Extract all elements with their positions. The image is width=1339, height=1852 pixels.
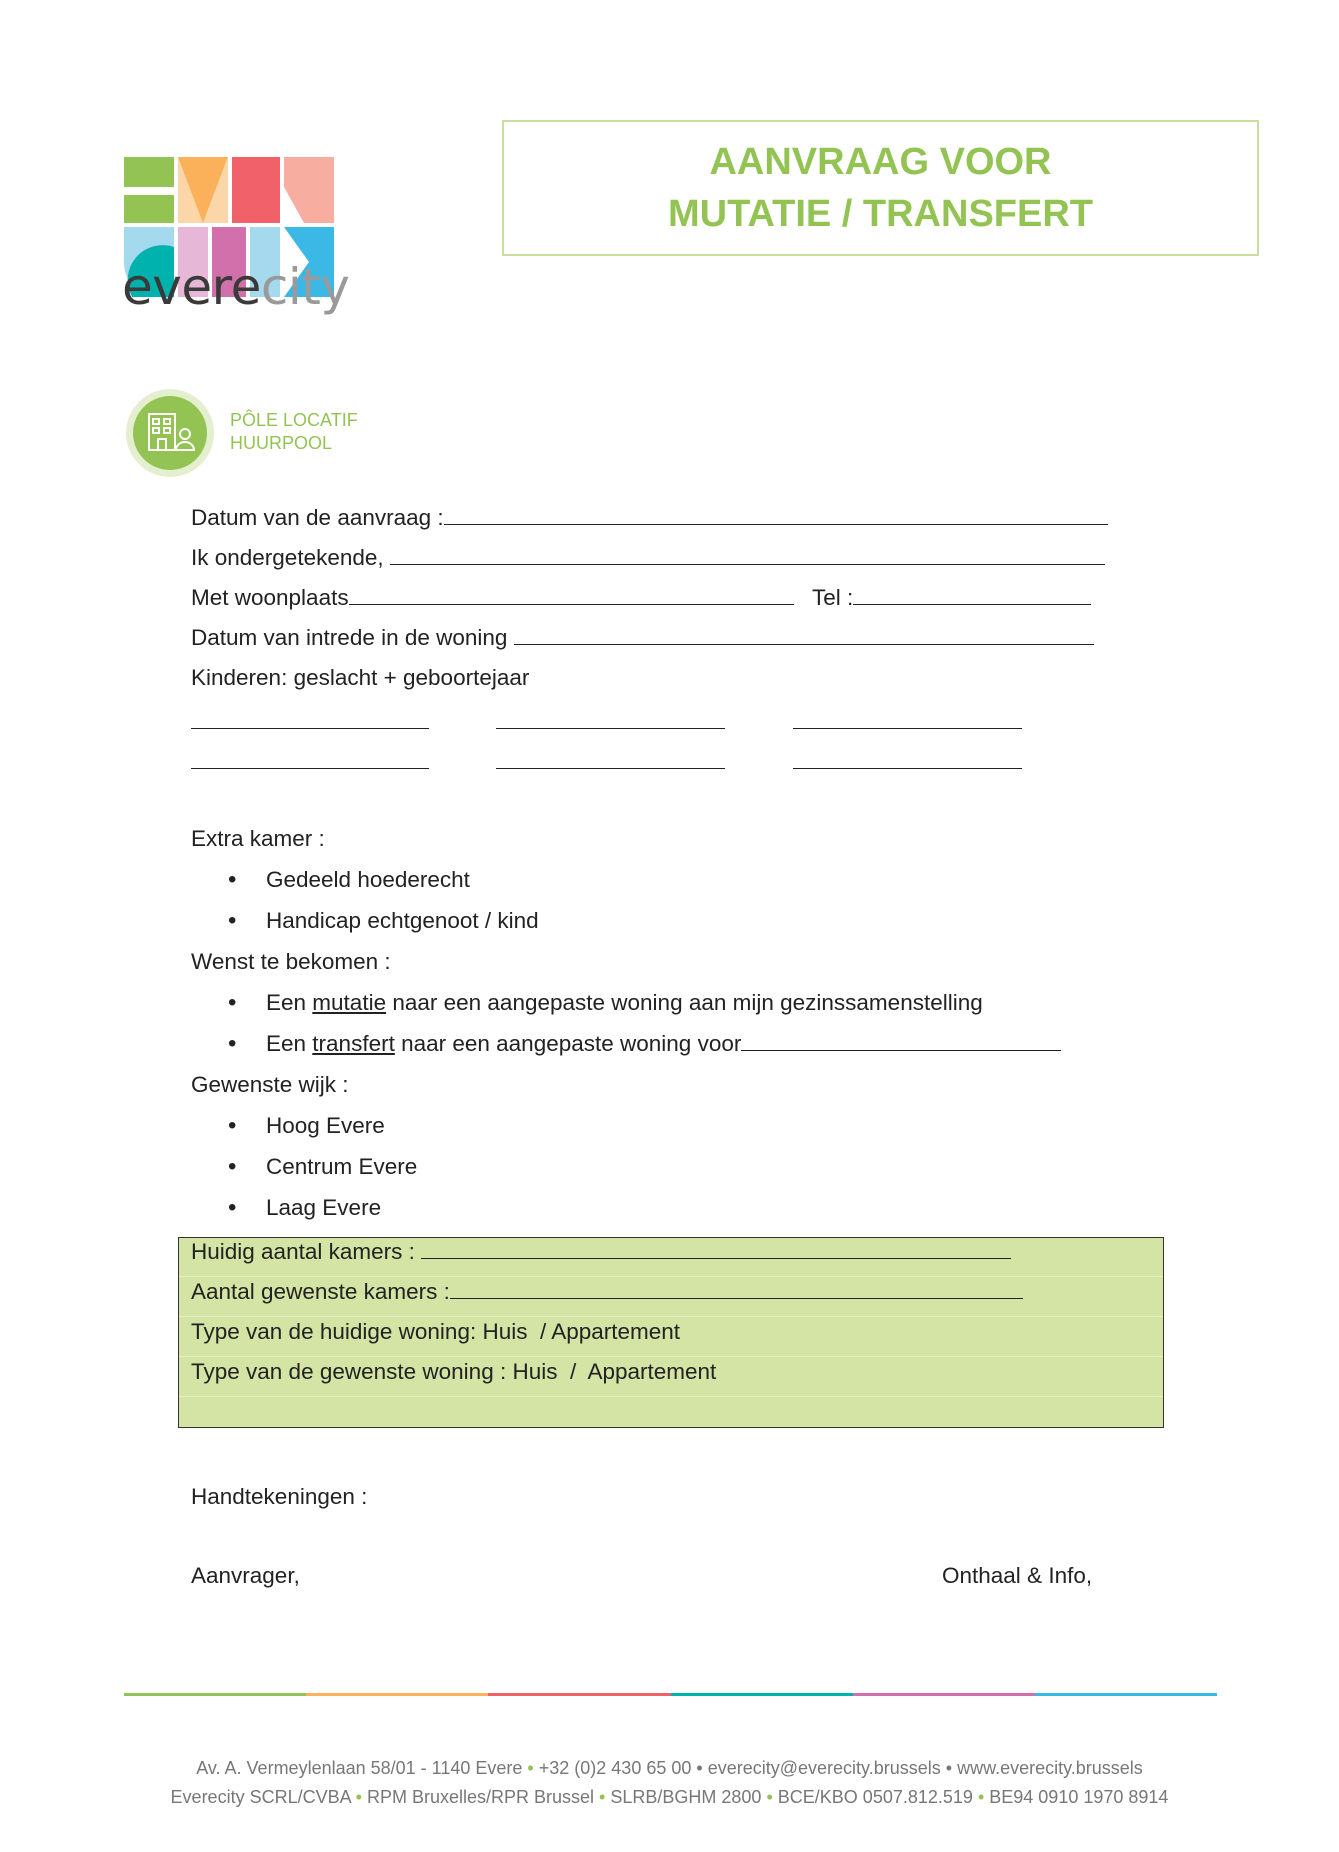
separator: • [527, 1758, 534, 1778]
bullet: • [228, 1030, 237, 1057]
bullet: • [228, 1112, 237, 1139]
field-label: Huidig aantal kamers : [191, 1239, 415, 1264]
separator: • [355, 1787, 362, 1807]
footer-line-1 [0, 1758, 1339, 1779]
fill-line[interactable] [444, 504, 1108, 525]
field-type-gewenst[interactable]: Type van de gewenste woning : Huis / Appartement [191, 1359, 717, 1384]
bullet: • [228, 1194, 237, 1221]
child-line[interactable] [191, 728, 429, 729]
separator: • [696, 1758, 703, 1778]
bullet: • [228, 907, 237, 934]
extra-kamer-option[interactable]: Handicap echtgenoot / kind [266, 908, 539, 933]
field-type-huidig[interactable]: Type van de huidige woning: Huis / Appartement [191, 1319, 681, 1344]
child-line[interactable] [793, 728, 1022, 729]
wijk-option[interactable]: Laag Evere [266, 1195, 382, 1220]
footer-address: Av. A. Vermeylenlaan 58/01 - 1140 Evere [196, 1758, 523, 1778]
field-datum-aanvraag [191, 504, 1108, 532]
fill-line[interactable] [853, 584, 1091, 605]
separator: • [977, 1787, 985, 1807]
signatures-heading: Handtekeningen : [191, 1484, 368, 1509]
pole-line-1: PÔLE LOCATIF [230, 410, 358, 430]
option-text: naar een aangepaste woning voor [394, 1031, 742, 1056]
fill-line[interactable] [390, 544, 1105, 565]
footer-email[interactable]: everecity@everecity.brussels [707, 1758, 941, 1778]
option-keyword: mutatie [312, 990, 387, 1015]
wijk-heading: Gewenste wijk : [191, 1072, 349, 1097]
title-line-1: AANVRAAG VOOR [709, 141, 1052, 183]
title-line-2: MUTATIE / TRANSFERT [668, 193, 1093, 235]
title-box [502, 120, 1259, 256]
field-ondergetekende [191, 544, 1105, 572]
child-line[interactable] [793, 768, 1022, 769]
separator: • [766, 1787, 773, 1807]
field-label: Aantal gewenste kamers : [191, 1279, 450, 1304]
fill-line[interactable] [421, 1238, 1011, 1259]
wenst-option-mutatie[interactable] [266, 989, 983, 1017]
pole-line-2: HUURPOOL [230, 433, 333, 453]
separator: • [945, 1758, 953, 1778]
field-huidig-kamers [191, 1238, 1011, 1266]
signature-applicant: Aanvrager, [191, 1563, 300, 1588]
footer-bce: BCE/KBO 0507.812.519 [777, 1787, 973, 1807]
separator: • [599, 1787, 606, 1807]
logo-word-dark: evere [122, 258, 261, 316]
logo-word-light: city [260, 258, 350, 316]
footer-iban: BE94 0910 1970 8914 [989, 1787, 1169, 1807]
extra-kamer-heading: Extra kamer : [191, 826, 325, 851]
option-text: naar een aangepaste woning aan mijn gezinssamenstelling [386, 990, 983, 1015]
footer-rpm: RPM Bruxelles/RPR Brussel [366, 1787, 595, 1807]
wenst-heading: Wenst te bekomen : [191, 949, 391, 974]
signature-reception: Onthaal & Info, [942, 1563, 1093, 1588]
logo-wordmark [122, 258, 350, 316]
footer-line-2 [0, 1787, 1339, 1808]
field-label: Met woonplaats [191, 585, 349, 610]
fill-line[interactable] [741, 1030, 1061, 1051]
fill-line[interactable] [450, 1278, 1023, 1299]
footer-color-bar [124, 1693, 1217, 1696]
field-datum-intrede [191, 624, 1094, 652]
child-line[interactable] [496, 728, 725, 729]
field-gewenste-kamers [191, 1278, 1023, 1306]
field-kinderen: Kinderen: geslacht + geboortejaar [191, 665, 530, 690]
child-line[interactable] [191, 768, 429, 769]
option-text: Een [266, 990, 313, 1015]
footer-phone[interactable]: +32 (0)2 430 65 00 [538, 1758, 692, 1778]
footer-slrb: SLRB/BGHM 2800 [610, 1787, 762, 1807]
field-woonplaats [191, 584, 1091, 612]
field-label: Datum van de aanvraag : [191, 505, 444, 530]
child-line[interactable] [496, 768, 725, 769]
bullet: • [228, 866, 237, 893]
option-text: Een [266, 1031, 313, 1056]
bullet: • [228, 1153, 237, 1180]
pole-label [230, 409, 358, 455]
bullet: • [228, 989, 237, 1016]
option-keyword: transfert [312, 1031, 395, 1056]
wenst-option-transfert[interactable] [266, 1030, 1061, 1058]
fill-line[interactable] [514, 624, 1094, 645]
extra-kamer-option[interactable]: Gedeeld hoederecht [266, 867, 470, 892]
field-label: Datum van intrede in de woning [191, 625, 508, 650]
footer-company: Everecity SCRL/CVBA [170, 1787, 351, 1807]
fill-line[interactable] [349, 584, 794, 605]
field-label: Ik ondergetekende, [191, 545, 384, 570]
footer-website[interactable]: www.everecity.brussels [957, 1758, 1143, 1778]
field-label-tel: Tel : [811, 585, 854, 610]
wijk-option[interactable]: Centrum Evere [266, 1154, 418, 1179]
wijk-option[interactable]: Hoog Evere [266, 1113, 385, 1138]
building-person-icon [125, 388, 215, 478]
